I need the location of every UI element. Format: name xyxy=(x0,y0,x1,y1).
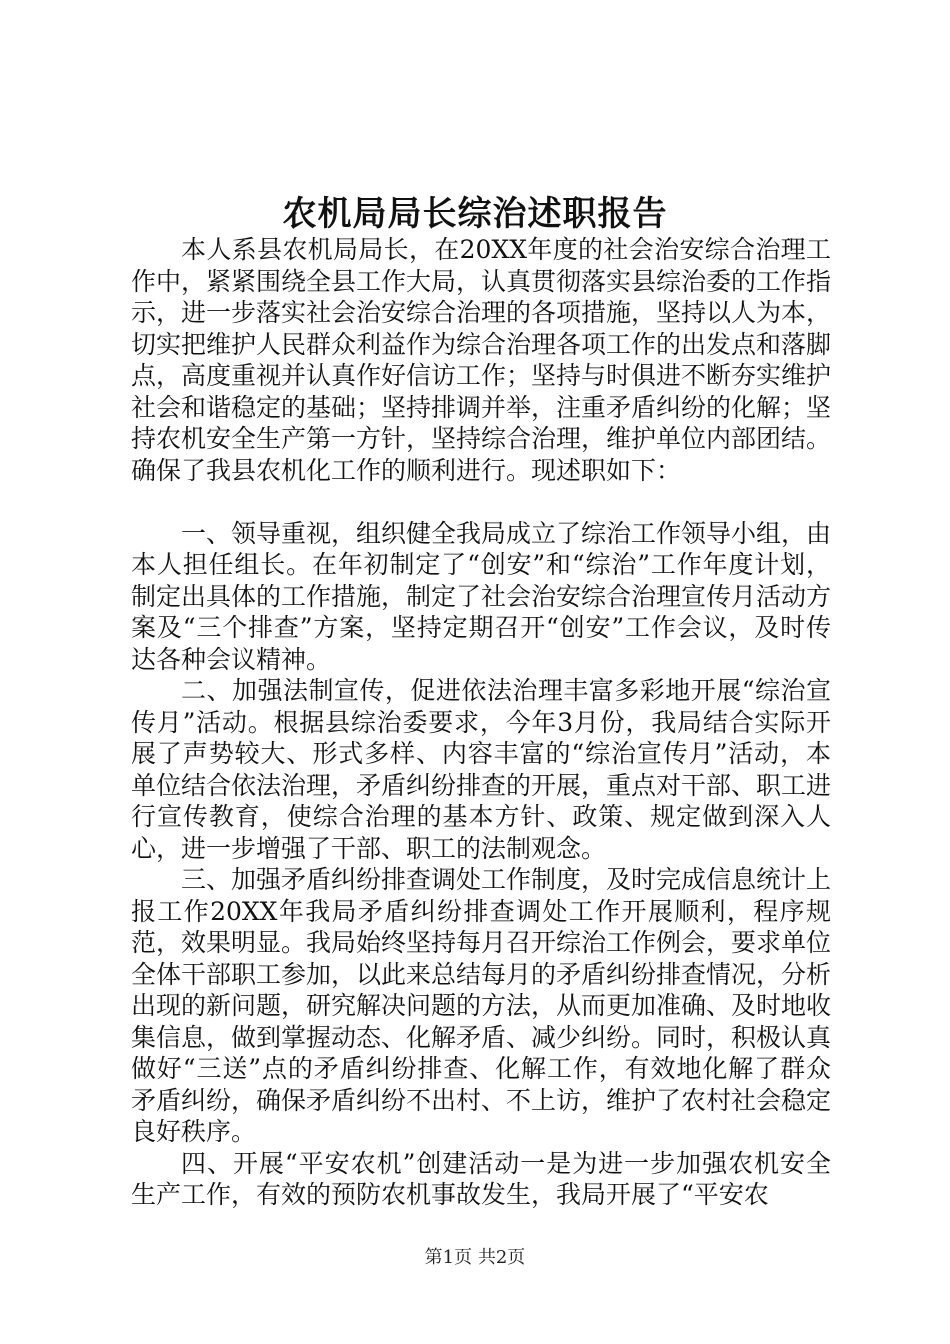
paragraph-section-1: 一、领导重视，组织健全我局成立了综治工作领导小组，由本人担任组长。在年初制定了“创安”和“综治”工作年度计划，制定出具体的工作措施，制定了社会治安综合治理宣传月活动方案及“三个排查”方案，坚持定期召开“创安”工作会议，及时传达各种会议精神。 xyxy=(131,518,832,674)
paragraph-intro: 本人系县农机局局长，在20XX年度的社会治安综合治理工作中，紧紧围绕全县工作大局，认真贯彻落实县综治委的工作指示，进一步落实社会治安综合治理的各项措施，坚持以人为本，切实把维护人民群众利益作为综合治理各项工作的出发点和落脚点，高度重视并认真作好信访工作；坚持与时俱进不断夯实维护社会和谐稳定的基础；坚持排调并举，注重矛盾纠纷的化解；坚持农机安全生产第一方针，坚持综合治理，维护单位内部团结。确保了我县农机化工作的顺利进行。现述职如下： xyxy=(131,235,832,485)
document-body xyxy=(131,234,831,1211)
document-title: 农机局局长综治述职报告 xyxy=(282,194,668,234)
paragraph-section-2: 二、加强法制宣传，促进依法治理丰富多彩地开展“综治宣传月”活动。根据县综治委要求，今年3月份，我局结合实际开展了声势较大、形式多样、内容丰富的“综治宣传月”活动，本单位结合依法治理，矛盾纠纷排查的开展，重点对干部、职工进行宣传教育，使综合治理的基本方针、政策、规定做到深入人心，进一步增强了干部、职工的法制观念。 xyxy=(131,676,832,863)
paragraph-section-4: 四、开展“平安农机”创建活动一是为进一步加强农机安全生产工作，有效的预防农机事故发生，我局开展了“平安农 xyxy=(131,1148,831,1209)
page-indicator: 第1页 共2页 xyxy=(424,1247,526,1268)
paragraph-section-3: 三、加强矛盾纠纷排查调处工作制度，及时完成信息统计上报工作20XX年我局矛盾纠纷排查调处工作开展顺利，程序规范，效果明显。我局始终坚持每月召开综治工作例会，要求单位全体干部职工参加，以此来总结每月的矛盾纠纷排查情况，分析出现的新问题，研究解决问题的方法，从而更加准确、及时地收集信息，做到掌握动态、化解矛盾、减少纠纷。同时，积极认真做好“三送”点的矛盾纠纷排查、化解工作，有效地化解了群众矛盾纠纷，确保矛盾纠纷不出村、不上访，维护了农村社会稳定良好秩序。 xyxy=(131,865,832,1146)
page-footer xyxy=(0,1243,950,1269)
